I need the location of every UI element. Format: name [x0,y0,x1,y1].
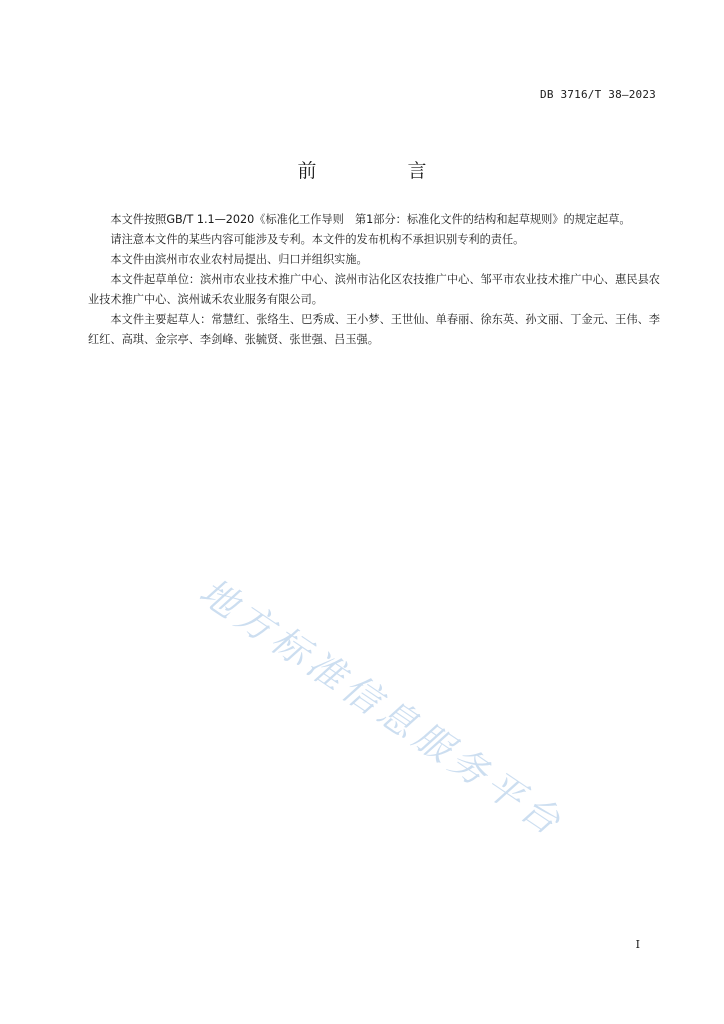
document-code: DB 3716/T 38—2023 [540,88,656,101]
paragraph-patent-notice: 请注意本文件的某些内容可能涉及专利。本文件的发布机构不承担识别专利的责任。 [110,233,525,246]
page-title: 前 言 [297,160,463,182]
foreword-body [88,210,660,350]
watermark: 地方标准信息服务平台 [191,569,573,846]
paragraph-proposer: 本文件由滨州市农业农村局提出、归口并组织实施。 [110,253,368,266]
page-number: I [635,938,640,951]
paragraph-drafting-units: 本文件起草单位：滨州市农业技术推广中心、滨州市沾化区农技推广中心、邹平市农业技术推广中心、惠民县农业技术推广中心、滨州诚禾农业服务有限公司。 [88,273,660,306]
paragraph-drafting-rules: 本文件按照GB/T 1.1—2020《标准化工作导则 第1部分：标准化文件的结构和起草规则》的规定起草。 [110,213,631,226]
paragraph-drafters: 本文件主要起草人：常慧红、张络生、巴秀成、王小梦、王世仙、单春丽、徐东英、孙文丽、丁金元、王伟、李红红、高琪、金宗亭、李剑峰、张毓贤、张世强、吕玉强。 [88,313,660,346]
